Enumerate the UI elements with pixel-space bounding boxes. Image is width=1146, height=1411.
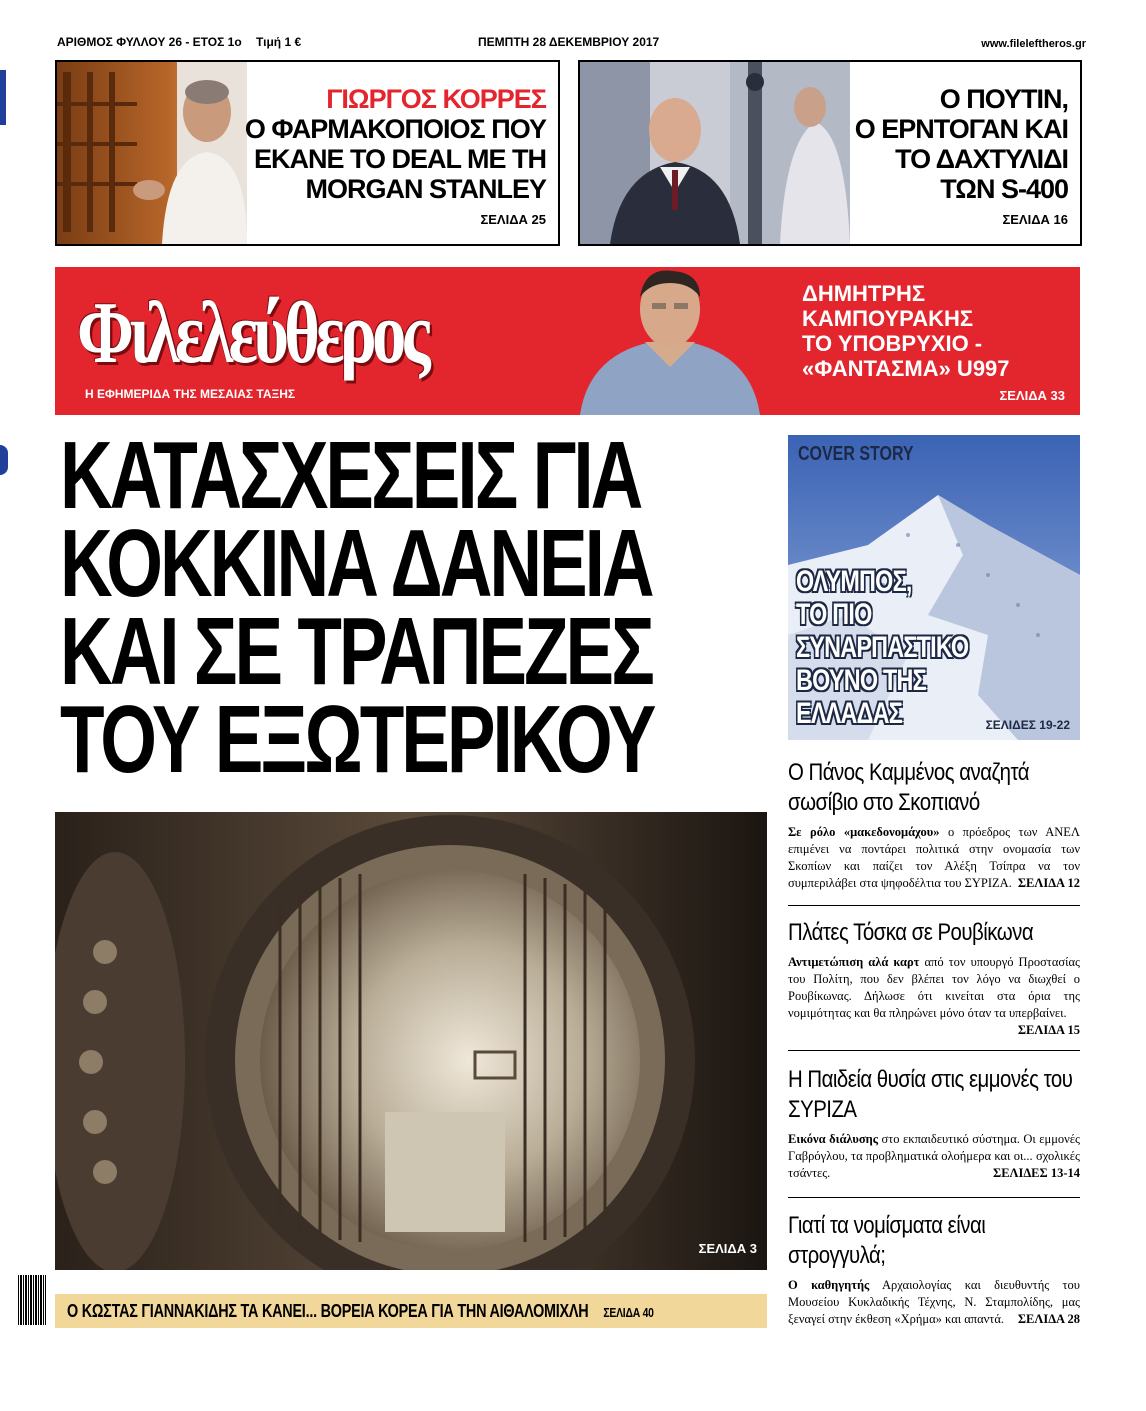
story-body xyxy=(788,1131,1080,1182)
headline-line: MORGAN STANLEY xyxy=(305,174,546,204)
headline-line: ΕΚΑΝΕ ΤΟ DEAL ΜΕ ΤΗ xyxy=(253,144,546,174)
vault-page-ref: ΣΕΛΙΔΑ 3 xyxy=(698,1241,757,1256)
newspaper-tagline: Η ΕΦΗΜΕΡΙΔΑ ΤΗΣ ΜΕΣΑΙΑΣ ΤΑΞΗΣ xyxy=(85,387,296,401)
story-kammenos[interactable] xyxy=(788,758,1080,892)
kampourakis-page: ΣΕΛΙΔΑ 33 xyxy=(999,388,1065,403)
bank-vault-photo xyxy=(55,812,767,1270)
story-headline: Ο Πάνος Καμμένος αναζητά σωσίβιο στο Σκοπιανό xyxy=(788,759,1029,816)
story-headline: Πλάτες Τόσκα σε Ρουβίκωνα xyxy=(788,919,1034,946)
story-coins[interactable] xyxy=(788,1211,1080,1328)
story-body xyxy=(788,1277,1080,1328)
teaser-korres-headline xyxy=(245,114,546,204)
bank-vault-image xyxy=(55,812,767,1270)
headline-line: Ο ΦΑΡΜΑΚΟΠΟΙΟΣ ΠΟΥ xyxy=(244,114,546,144)
teaser-putin[interactable] xyxy=(578,60,1082,246)
headline-line: ΤΟ ΠΙΟ xyxy=(796,598,872,631)
putin-photo xyxy=(580,62,850,244)
story-page: ΣΕΛΙΔΑ 15 xyxy=(1017,1023,1080,1037)
teaser-putin-page: ΣΕΛΙΔΑ 16 xyxy=(1002,212,1068,227)
banner-headline: Ο ΚΩΣΤΑΣ ΓΙΑΝΝΑΚΙΔΗΣ ΤΑ ΚΑΝΕΙ... ΒΟΡΕΙΑ ΚΟΡΕΑ ΓΙΑ ΤΗΝ ΑΙΘΑΛΟΜΙΧΛΗ xyxy=(67,1301,589,1321)
divider xyxy=(788,1050,1080,1051)
headline-line: ΔΗΜΗΤΡΗΣ xyxy=(802,281,926,306)
publication-date: ΠΕΜΠΤΗ 28 ΔΕΚΕΜΒΡΙΟΥ 2017 xyxy=(478,35,660,49)
issue-number: ΑΡΙΘΜΟΣ ΦΥΛΛΟΥ 26 - ΕΤΟΣ 1ο xyxy=(57,35,242,49)
kampourakis-photo xyxy=(575,267,765,415)
story-page: ΣΕΛΙΔΕΣ 13-14 xyxy=(993,1166,1080,1180)
banner-page: ΣΕΛΙΔΑ 40 xyxy=(603,1305,654,1320)
headline-line: ΣΥΝΑΡΠΑΣΤΙΚΟ xyxy=(796,631,969,664)
bottom-banner[interactable] xyxy=(55,1294,767,1328)
story-text: Αρχαιολογίας και διευθυντής του Μουσείου Κυκλαδικής Τέχνης, Ν. Σταμπολίδης, μας ξεναγεί στην έκθεση «Χρήμα» και απαντά. xyxy=(788,1278,1080,1326)
teaser-korres[interactable] xyxy=(55,60,560,246)
story-lead: Αντιμετώπιση αλά καρτ xyxy=(788,955,920,969)
teaser-putin-headline xyxy=(855,84,1068,204)
story-text: από τον υπουργό Προστασίας του Πολίτη, που δεν βλέπει τον λόγο να διωχθεί ο Ρουβίκωνας. Δήλωσε ότι κινείται στα όρια της νομιμότητας και θα πληρώνει μόνο όταν τα υπερβαίνει. xyxy=(788,955,1080,1020)
headline-line: Ο ΕΡΝΤΟΓΑΝ ΚΑΙ xyxy=(854,114,1068,144)
website-link[interactable]: www.fileleftheros.gr xyxy=(981,38,1086,50)
story-lead: Ο καθηγητής xyxy=(788,1278,870,1292)
putin-erdogan-image xyxy=(580,62,850,244)
story-text: ο πρόεδρος των ΑΝΕΛ επιμένει να ποντάρει πολιτικά στην ονομασία των Σκοπίων και παίζει τον Αλέξη Τσίπρα να τον συμπεριλάβει στα ψηφοδέλτια του ΣΥΡΙΖΑ. xyxy=(788,825,1080,890)
price: Τιμή 1 € xyxy=(256,35,302,49)
headline-line: Ο ΠΟΥΤΙΝ, xyxy=(939,84,1068,114)
story-body xyxy=(788,824,1080,892)
headline-line: ΤΟ ΥΠΟΒΡΥΧΙΟ - xyxy=(802,331,983,356)
teaser-korres-pretitle: ΓΙΩΡΓΟΣ ΚΟΡΡΕΣ xyxy=(326,84,546,114)
headline-line: ΚΑΤΑΣΧΕΣΕΙΣ ΓΙΑ xyxy=(60,422,641,529)
headline-line: ΚΟΚΚΙΝΑ ΔΑΝΕΙΑ xyxy=(60,510,652,617)
kampourakis-headline xyxy=(802,281,1062,381)
cover-story-label: COVER STORY xyxy=(798,443,914,465)
headline-line: ΟΛΥΜΠΟΣ, xyxy=(796,565,912,598)
story-text: στο εκπαιδευτικό σύστημα. Οι εμμονές Γαβρόγλου, τα προβληματικά ολοήμερα και οι... σχολικές τσάντες. xyxy=(788,1132,1080,1180)
story-paideia[interactable] xyxy=(788,1065,1080,1182)
headline-line: ΒΟΥΝΟ ΤΗΣ xyxy=(796,664,926,697)
story-headline: Η Παιδεία θυσία στις εμμονές του ΣΥΡΙΖΑ xyxy=(788,1066,1073,1123)
main-headline[interactable] xyxy=(60,422,770,793)
story-lead: Εικόνα διάλυσης xyxy=(788,1132,879,1146)
barcode xyxy=(18,1275,46,1325)
story-page: ΣΕΛΙΔΑ 28 xyxy=(1017,1312,1080,1326)
cover-story-page: ΣΕΛΙΔΕΣ 19-22 xyxy=(985,718,1070,732)
banner-text xyxy=(67,1301,654,1322)
headline-line: ΤΩΝ S-400 xyxy=(940,174,1068,204)
story-toskas[interactable] xyxy=(788,918,1080,1039)
divider xyxy=(788,905,1080,906)
cover-story[interactable] xyxy=(788,435,1080,740)
story-headline: Γιατί τα νομίσματα είναι στρογγυλά; xyxy=(788,1212,986,1269)
page-edge-mark xyxy=(0,70,6,125)
masthead-band xyxy=(55,267,1080,415)
headline-line: ΤΟ ΔΑΧΤΥΛΙΔΙ xyxy=(895,144,1068,174)
story-body xyxy=(788,954,1080,1037)
pharmacist-photo xyxy=(57,62,247,244)
headline-line: ΚΑΙ ΣΕ ΤΡΑΠΕΖΕΣ xyxy=(60,598,652,705)
story-lead: Σε ρόλο «μακεδονομάχου» xyxy=(788,825,940,839)
story-page: ΣΕΛΙΔΑ 12 xyxy=(1017,876,1080,890)
newspaper-logo: Φιλελεύθερος xyxy=(77,285,426,382)
headline-line: ΕΛΛΑΔΑΣ xyxy=(796,697,903,730)
cover-story-title xyxy=(796,565,968,730)
pharmacist-image xyxy=(57,62,247,244)
divider xyxy=(788,1197,1080,1198)
headline-line: ΚΑΜΠΟΥΡΑΚΗΣ xyxy=(802,306,974,331)
headline-line: ΤΟΥ ΕΞΩΤΕΡΙΚΟΥ xyxy=(60,686,654,793)
page-edge-mark xyxy=(0,445,8,475)
headline-line: «ΦΑΝΤΑΣΜΑ» U997 xyxy=(802,356,1010,381)
teaser-korres-page: ΣΕΛΙΔΑ 25 xyxy=(480,212,546,227)
